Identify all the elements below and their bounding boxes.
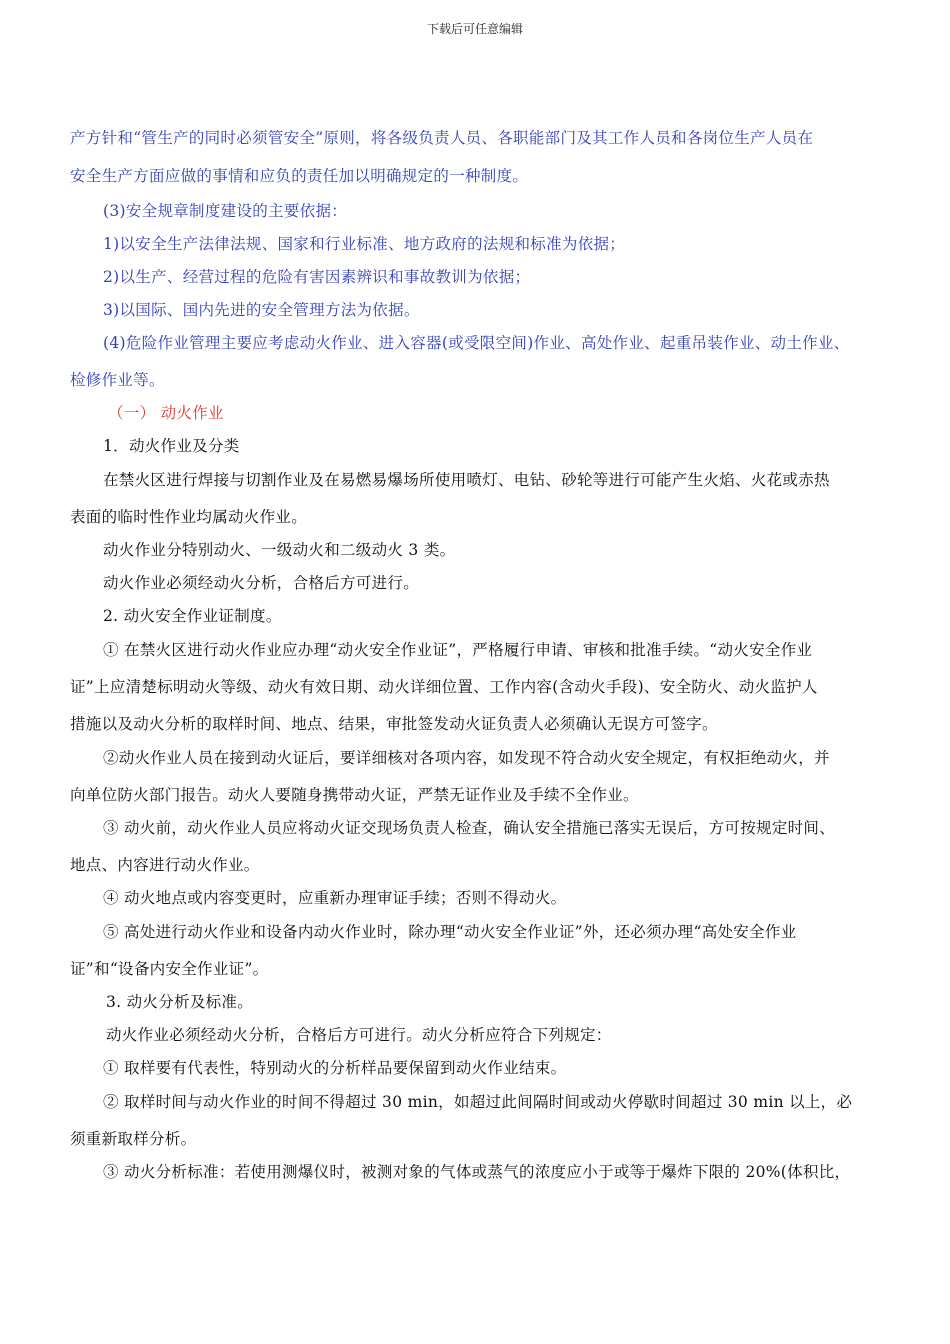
paragraph-line: 动火作业必须经动火分析，合格后方可进行。动火分析应符合下列规定： [106, 1026, 612, 1044]
paragraph-line: 须重新取样分析。 [70, 1130, 197, 1148]
paragraph-line: 3)以国际、国内先进的安全管理方法为依据。 [103, 301, 420, 319]
paragraph-line: ⑤ 高处进行动火作业和设备内动火作业时，除办理“动火安全作业证”外，还必须办理“高处安全作业 [103, 923, 797, 941]
page-header: 下载后可任意编辑 [426, 22, 523, 36]
paragraph-line: 证”和“设备内安全作业证”。 [70, 960, 269, 978]
paragraph-line: 安全生产方面应做的事情和应负的责任加以明确规定的一种制度。 [70, 167, 529, 185]
paragraph-line: ② 取样时间与动火作业的时间不得超过 30 min，如超过此间隔时间或动火停歇时间超过 30 min 以上，必 [103, 1093, 853, 1111]
paragraph-line: ① 在禁火区进行动火作业应办理“动火安全作业证”，严格履行申请、审核和批准手续。“动火安全作业 [103, 641, 813, 659]
paragraph-line: ① 取样要有代表性，特别动火的分析样品要保留到动火作业结束。 [103, 1059, 567, 1077]
paragraph-line: 措施以及动火分析的取样时间、地点、结果，审批签发动火证负责人必须确认无误方可签字。 [70, 715, 718, 733]
paragraph-line: 向单位防火部门报告。动火人要随身携带动火证，严禁无证作业及手续不全作业。 [70, 786, 639, 804]
paragraph-line: 1)以安全生产法律法规、国家和行业标准、地方政府的法规和标准为依据； [103, 235, 626, 253]
paragraph-line: ③ 动火前，动火作业人员应将动火证交现场负责人检查，确认安全措施已落实无误后，方可按规定时间、 [103, 819, 836, 837]
section-heading: （一） 动火作业 [108, 404, 224, 422]
paragraph-line: 表面的临时性作业均属动火作业。 [70, 508, 308, 526]
paragraph-line: 动火作业必须经动火分析，合格后方可进行。 [103, 574, 420, 592]
subsection-heading: 3. 动火分析及标准。 [106, 993, 254, 1011]
paragraph-line: ②动火作业人员在接到动火证后，要详细核对各项内容，如发现不符合动火安全规定，有权拒绝动火，并 [103, 749, 830, 767]
paragraph-line: 证”上应清楚标明动火等级、动火有效日期、动火详细位置、工作内容(含动火手段)、安全防火、动火监护人 [70, 678, 818, 696]
paragraph-line: 产方针和“管生产的同时必须管安全”原则，将各级负责人员、各职能部门及其工作人员和各岗位生产人员在 [70, 129, 814, 147]
paragraph-line: 检修作业等。 [70, 371, 165, 389]
paragraph-line: (3)安全规章制度建设的主要依据： [103, 202, 348, 220]
paragraph-line: ③ 动火分析标准：若使用测爆仪时，被测对象的气体或蒸气的浓度应小于或等于爆炸下限的 20%(体积比， [103, 1163, 851, 1181]
paragraph-line: (4)危险作业管理主要应考虑动火作业、进入容器(或受限空间)作业、高处作业、起重吊装作业、动土作业、 [103, 334, 850, 352]
paragraph-line: 在禁火区进行焊接与切割作业及在易燃易爆场所使用喷灯、电钻、砂轮等进行可能产生火焰、火花或赤热 [103, 471, 830, 489]
subsection-heading: 1．动火作业及分类 [103, 437, 240, 455]
subsection-heading: 2. 动火安全作业证制度。 [103, 607, 282, 625]
paragraph-line: 地点、内容进行动火作业。 [70, 856, 260, 874]
paragraph-line: 动火作业分特别动火、一级动火和二级动火 3 类。 [103, 541, 456, 559]
paragraph-line: 2)以生产、经营过程的危险有害因素辨识和事故教训为依据； [103, 268, 531, 286]
paragraph-line: ④ 动火地点或内容变更时，应重新办理审证手续；否则不得动火。 [103, 889, 567, 907]
